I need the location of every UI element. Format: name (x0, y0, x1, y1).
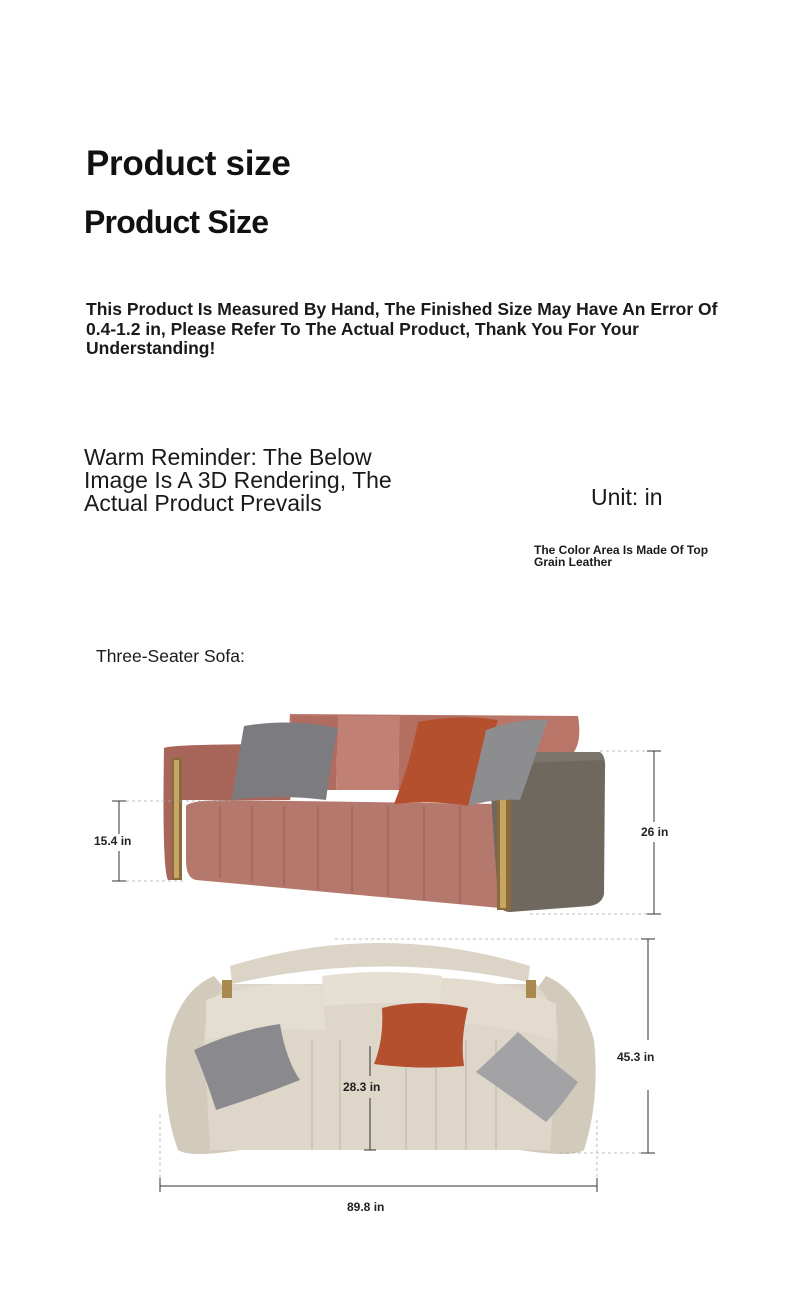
material-note: The Color Area Is Made Of Top Grain Leather (534, 543, 709, 569)
sofa-front-view (164, 714, 606, 912)
unit-label: Unit: in (591, 484, 663, 510)
total-height-label: 26 in (641, 825, 669, 839)
section-subtitle: Product Size (84, 204, 269, 240)
seat-depth-label: 28.3 in (343, 1080, 381, 1094)
rendering-reminder: Warm Reminder: The Below Image Is A 3D Rendering, The Actual Product Prevails (84, 444, 392, 516)
product-type-label: Three-Seater Sofa: (96, 646, 245, 666)
seat-height-label: 15.4 in (94, 834, 132, 848)
width-label: 89.8 in (347, 1200, 385, 1214)
sofa-top-view (166, 943, 596, 1154)
depth-label: 45.3 in (617, 1050, 655, 1064)
page-title: Product size (86, 144, 291, 183)
measurement-notice: This Product Is Measured By Hand, The Finished Size May Have An Error Of 0.4-1.2 in, Please Refer To The Actual Product, Thank You For Your Understanding! (86, 299, 718, 358)
